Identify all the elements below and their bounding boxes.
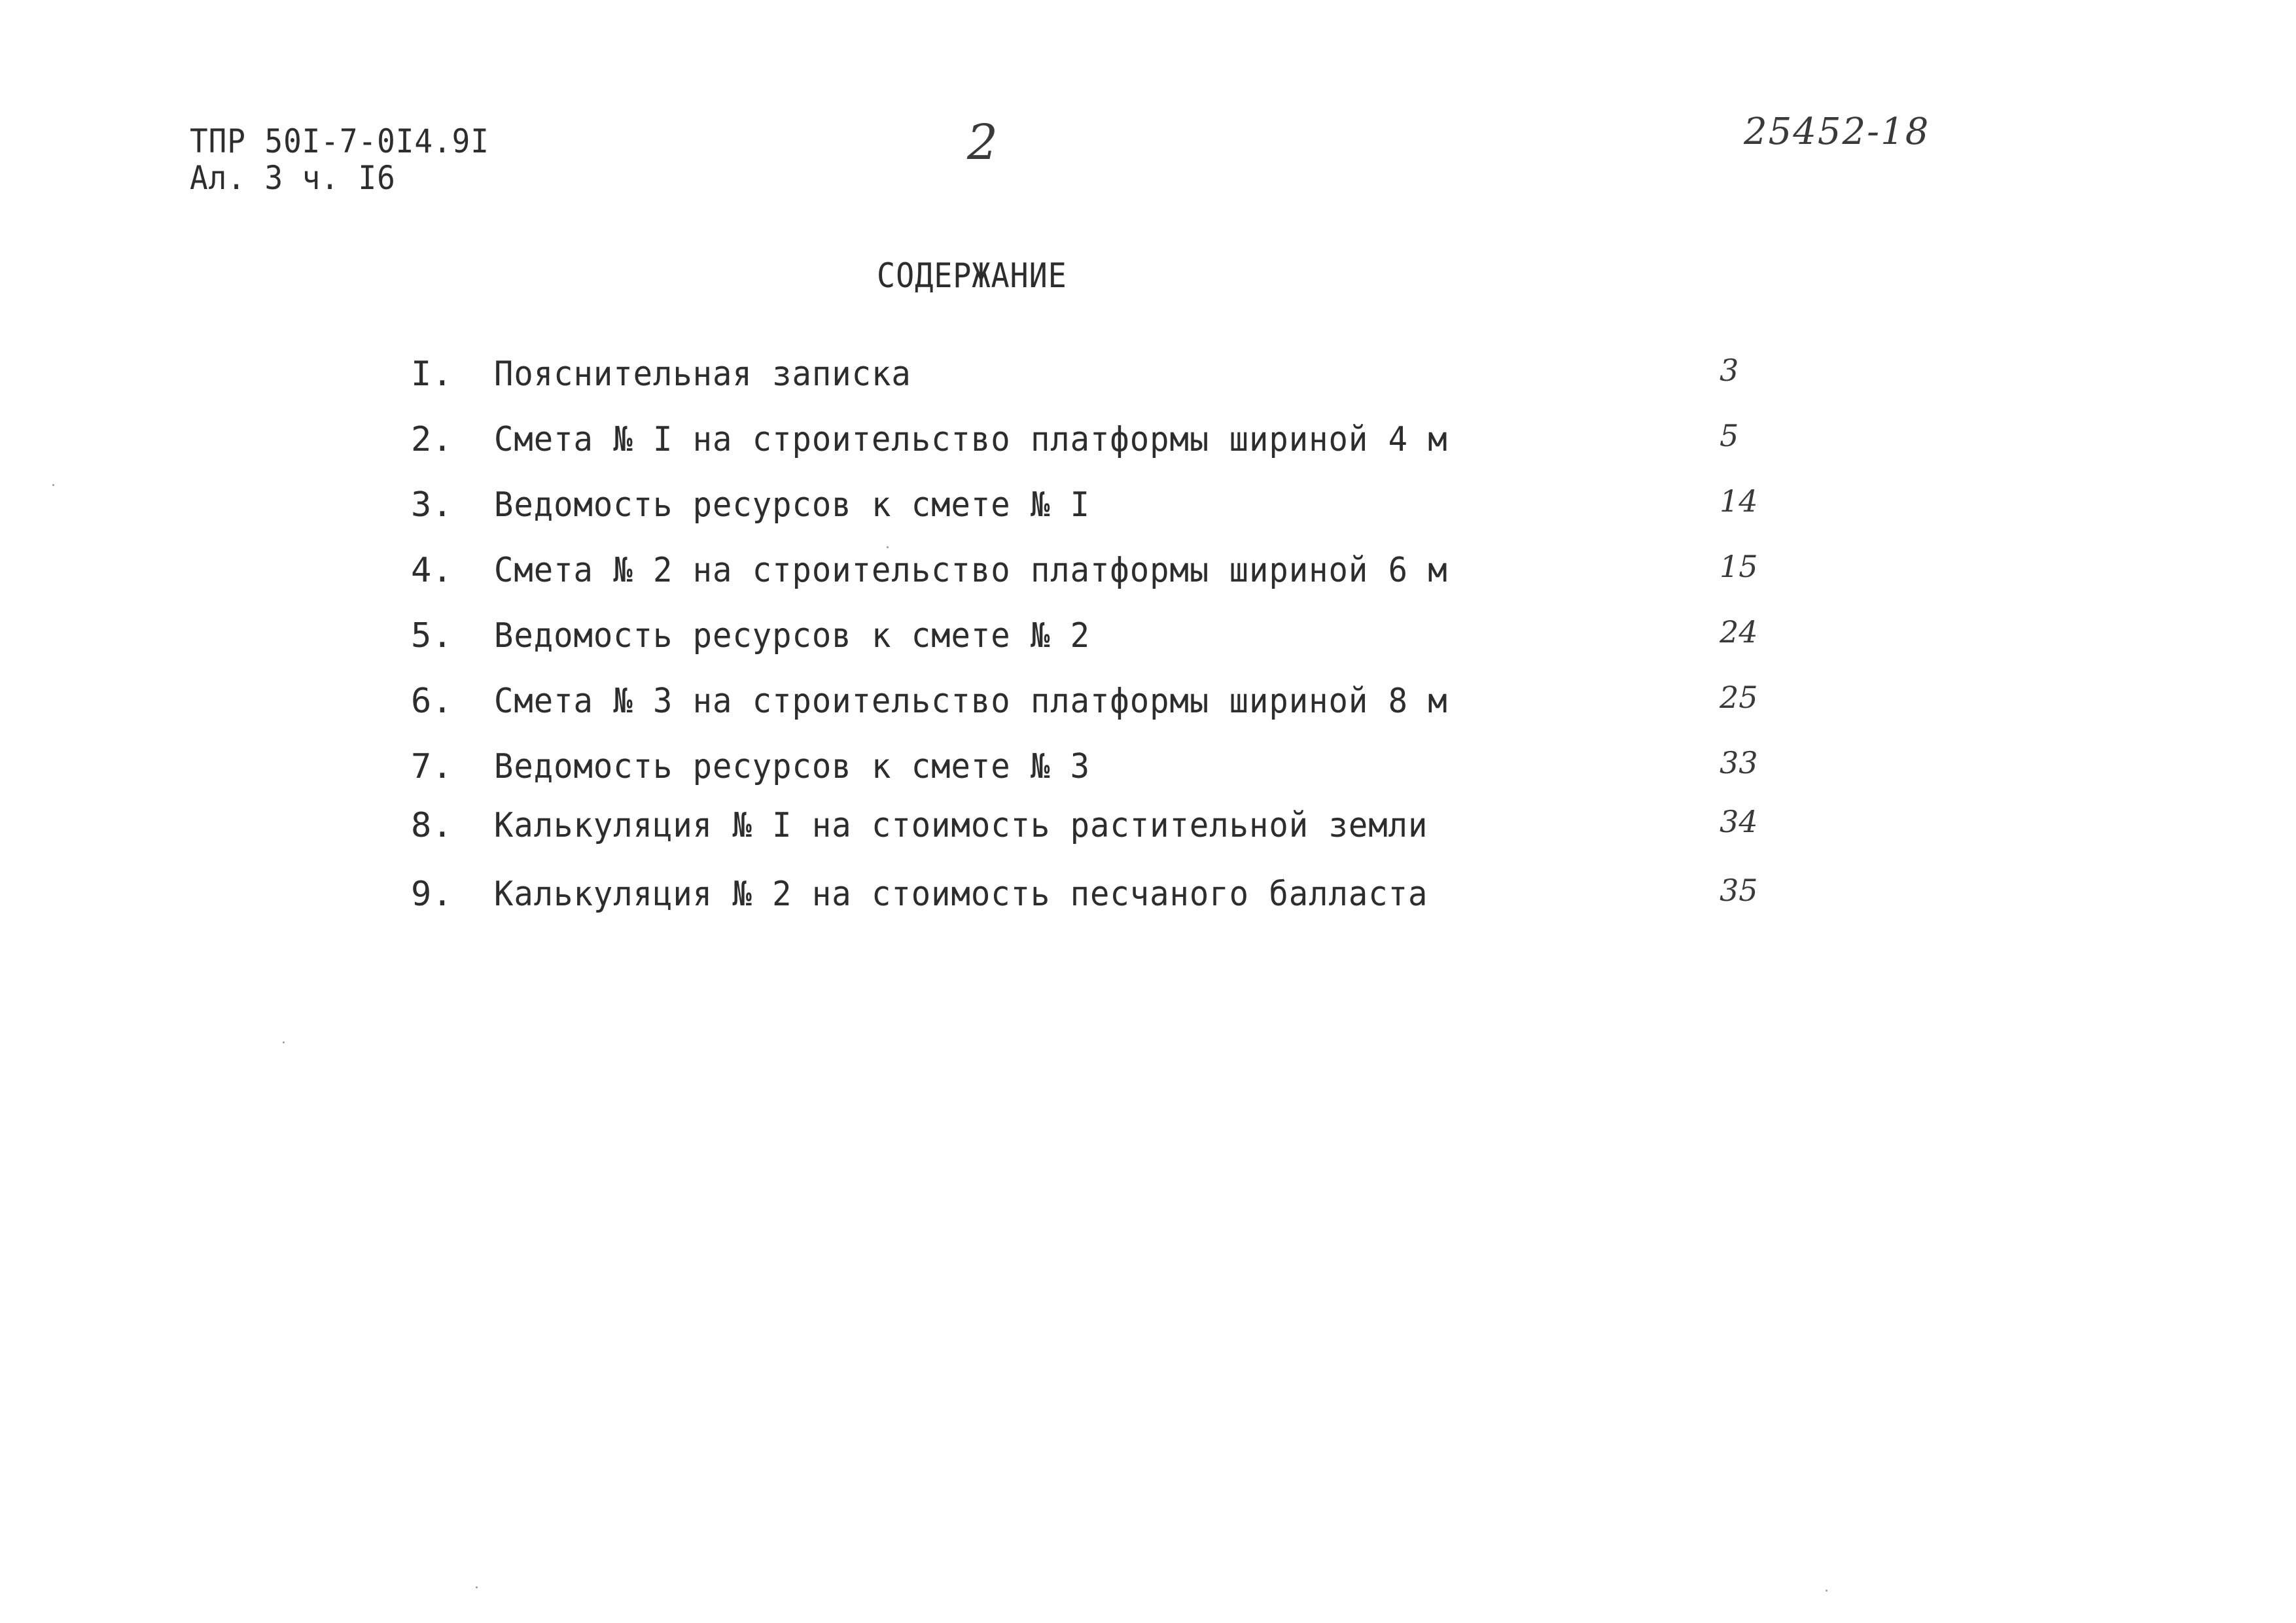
toc-item-number: 2. xyxy=(411,420,453,459)
toc-item-text: Ведомость ресурсов к смете № 2 xyxy=(494,616,1091,655)
toc-item-number: 6. xyxy=(411,682,453,721)
toc-item xyxy=(411,873,1785,919)
toc-item xyxy=(411,419,1785,464)
toc-item-text: Калькуляция № I на стоимость растительной земли xyxy=(494,806,1428,845)
document-code-line-2: Ал. 3 ч. I6 xyxy=(190,159,396,197)
toc-item xyxy=(411,353,1785,399)
toc-item-page: 25 xyxy=(1720,680,1758,715)
inventory-number: 25452-18 xyxy=(1744,111,1930,153)
toc-item-page: 34 xyxy=(1720,804,1758,839)
sheet-number: 2 xyxy=(967,114,998,171)
toc-item-text: Пояснительная записка xyxy=(494,355,911,394)
toc-item-number: 3. xyxy=(411,485,453,525)
toc-item-text: Смета № I на строительство платформы шириной 4 м xyxy=(494,420,1448,459)
document-code-line-1: ТПР 50I-7-0I4.9I xyxy=(190,122,489,160)
toc-item-page: 14 xyxy=(1720,483,1758,519)
toc-item-page: 24 xyxy=(1720,614,1758,650)
toc-item-text: Калькуляция № 2 на стоимость песчаного балласта xyxy=(494,875,1428,914)
toc-item xyxy=(411,550,1785,595)
toc-item-page: 35 xyxy=(1720,873,1758,908)
toc-title: СОДЕРЖАНИЕ xyxy=(877,256,1067,296)
toc-item-number: 8. xyxy=(411,806,453,845)
toc-item-page: 5 xyxy=(1720,418,1739,453)
scan-speck xyxy=(476,1586,478,1588)
toc-item-number: 5. xyxy=(411,616,453,655)
toc-item-page: 33 xyxy=(1720,745,1758,780)
toc-item xyxy=(411,484,1785,530)
toc-item-text: Смета № 3 на строительство платформы шириной 8 м xyxy=(494,682,1448,721)
toc-item-number: 9. xyxy=(411,875,453,914)
toc-item-number: I. xyxy=(411,355,453,394)
toc-item-text: Ведомость ресурсов к смете № I xyxy=(494,485,1091,525)
toc-item-text: Ведомость ресурсов к смете № 3 xyxy=(494,747,1091,786)
toc-item-number: 7. xyxy=(411,747,453,786)
toc-item-page: 3 xyxy=(1720,353,1739,388)
scan-speck xyxy=(1826,1590,1828,1592)
toc-item xyxy=(411,805,1785,850)
scan-speck xyxy=(887,546,889,548)
toc-item xyxy=(411,615,1785,661)
toc-item xyxy=(411,680,1785,726)
scan-speck xyxy=(52,484,54,486)
toc-item-number: 4. xyxy=(411,551,453,590)
scan-speck xyxy=(283,1041,285,1043)
toc-item xyxy=(411,746,1785,792)
toc-item-page: 15 xyxy=(1720,549,1758,584)
toc-item-text: Смета № 2 на строительство платформы шириной 6 м xyxy=(494,551,1448,590)
